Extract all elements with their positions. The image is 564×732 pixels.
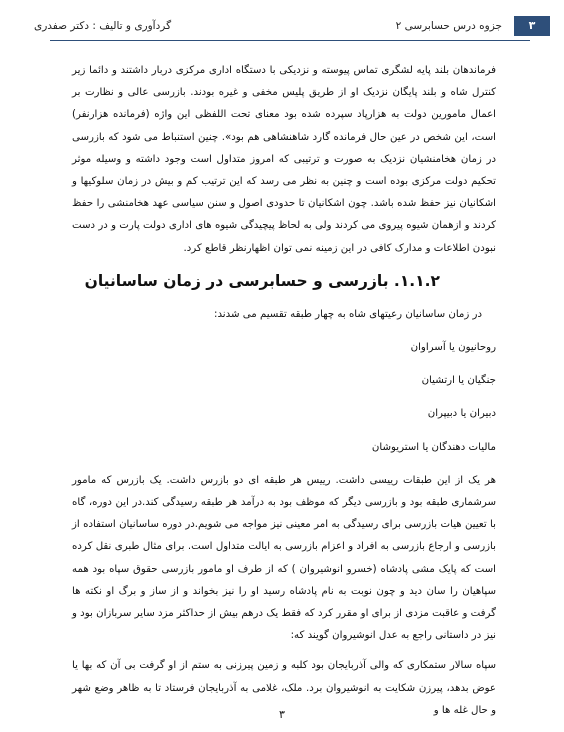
header-author: گردآوری و تالیف : دکتر صفدری	[34, 20, 172, 32]
list-item-scribes: دبیران یا دبیپران	[427, 408, 496, 420]
paragraph-anushiravan: سپاه سالار ستمکاری که والی آذربایجان بود کلبه و زمین پیرزنی به ستم از او گرفت بی آن که بها یا عوض بدهد، پیرزن شکایت به انوشیروان برد. ملک، غلامی به آذربایجان فرستاد تا به ظاهر وضع شهر و حال غله ها و	[72, 660, 496, 716]
header-divider	[50, 40, 530, 41]
section-heading: ۱.۱.۲. بازرسی و حسابرسی در زمان ساسانیان	[84, 271, 440, 290]
page-header	[14, 16, 550, 36]
paragraph-inspectors: هر یک از این طبقات رییسی داشت. رییس هر طبقه ای دو بازرس داشت. یک بازرس که مامور سرشماری طبقه بود و بازرسی دیگر که موظف بود به درآمد هر طبقه رسیدگی کند.در این دوره، گاه با تعیین هیات بازرسی برای رسیدگی به امر معینی نیز مواجه می شویم.در دوره ساسانیان استفاده از بازرسی و ارجاع بازرسی به افراد و اعزام بازرسی به ایالت متداول است. برای مثال طبری نقل کرده است که پایک مشی پادشاه (خسرو انوشیروان ) که از طرف او مامور بازرسی حقوق سپاه بود همه سپاهیان را سان دید و چون نوبت به نام پادشاه رسید او را نیز بخواند و از ساز و برگ او نکته ها گرفت و عاقبت مزدی از برای او مقرر کرد که فقط یک درهم بیش از حداکثر مزد سایر سربازان بود و نیز در داستانی راجع به عدل انوشیروان گویند که:	[72, 474, 496, 642]
header-page-number: ۳	[514, 16, 550, 36]
paragraph-achaemenid: فرماندهان بلند پایه لشگری تماس پیوسته و نزدیکی با دستگاه اداری مرکزی دربار داشتند و دائما زیر کنترل شاه و بلند پایگان نزدیک او از طریق پلیس مخفی و غیره بودند. بازرسی عالی و نظارت بر اعمال مامورین دولت به هزارپاد سپرده شده بود معنای تحت اللفظی این واژه (فرمانده هزارنفر) است، این شخص در عین حال فرمانده گارد شاهنشاهی هم بود». چنین استنباط می شود که بازرسی در زمان هخامنشیان نزدیک به صورت و ترتیبی که امروز متداول است وجود داشته و وسیله موثر تحکیم دولت مرکزی بوده است و چنین به نظر می رسد که این ترتیب کم و بیش در زمان سلوکیها و اشکانیان نیز حفظ شده باشد. چون اشکانیان تا حدودی اصول و سنن سیاسی عهد هخامنشی را حفظ کردند و ازهمان شیوه پیروی می کردند ولی به لحاظ پیچیدگی شیوه های اداری دولت پارت و در دست نبودن اطلاعات و مدارک کافی در این زمینه نمی توان اظهارنظر قاطع کرد.	[72, 65, 496, 254]
page-body	[72, 60, 496, 722]
footer-page-number: ۳	[279, 708, 285, 721]
list-item-taxpayers: مالیات دهندگان یا استریوشان	[371, 441, 496, 453]
header-title: جزوه درس حسابرسی ۲	[395, 20, 502, 32]
list-item-warriors: جنگیان یا ارتشیان	[421, 375, 496, 387]
list-item-clergy: روحانیون یا آسراوان	[410, 342, 496, 354]
paragraph-intro: در زمان ساسانیان رعیتهای شاه به چهار طبقه تقسیم می شدند:	[214, 308, 482, 320]
